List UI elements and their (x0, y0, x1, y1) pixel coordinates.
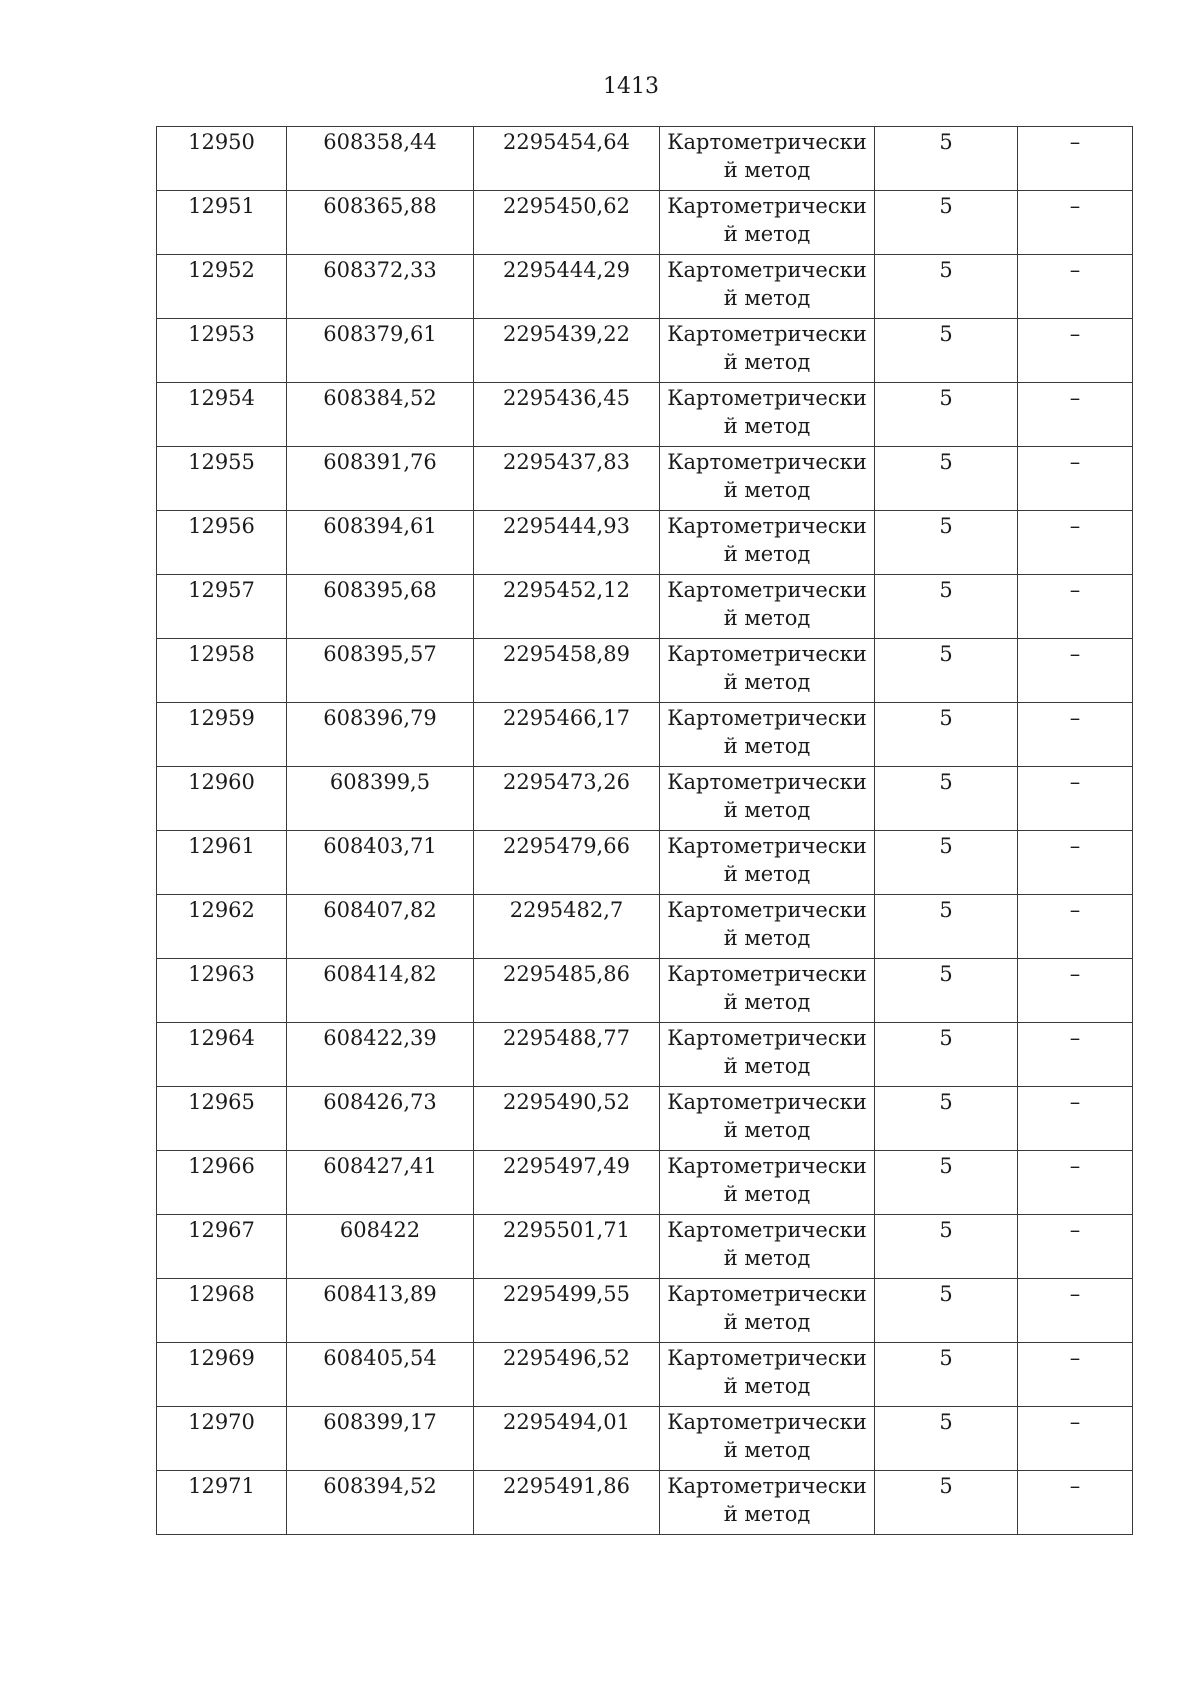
note-cell (1018, 703, 1133, 767)
x-coordinate-cell (287, 1023, 474, 1087)
y-coordinate-cell-text: 2295437,83 (503, 450, 630, 474)
point-number-cell (157, 383, 287, 447)
x-coordinate-cell (287, 1279, 474, 1343)
point-number-cell-text: 12952 (188, 258, 255, 282)
precision-cell-text: 5 (939, 386, 953, 410)
point-number-cell-text: 12961 (188, 834, 255, 858)
point-number-cell-text: 12950 (188, 130, 255, 154)
x-coordinate-cell-text: 608379,61 (323, 322, 437, 346)
note-cell-text: – (1069, 258, 1081, 282)
table-row (157, 127, 1133, 191)
method-cell-text: Картометрический метод (667, 514, 867, 566)
note-cell-text: – (1069, 1410, 1081, 1434)
x-coordinate-cell-text: 608403,71 (323, 834, 437, 858)
point-number-cell (157, 703, 287, 767)
point-number-cell (157, 127, 287, 191)
table-row (157, 1343, 1133, 1407)
precision-cell-text: 5 (939, 322, 953, 346)
precision-cell-text: 5 (939, 962, 953, 986)
y-coordinate-cell (474, 319, 660, 383)
x-coordinate-cell (287, 1215, 474, 1279)
table-row (157, 1151, 1133, 1215)
precision-cell-text: 5 (939, 898, 953, 922)
note-cell-text: – (1069, 770, 1081, 794)
coordinates-table-body (157, 127, 1133, 1535)
method-cell (660, 767, 875, 831)
y-coordinate-cell-text: 2295444,29 (503, 258, 630, 282)
y-coordinate-cell (474, 703, 660, 767)
point-number-cell-text: 12964 (188, 1026, 255, 1050)
table-row (157, 831, 1133, 895)
point-number-cell (157, 959, 287, 1023)
table-row (157, 1407, 1133, 1471)
note-cell (1018, 447, 1133, 511)
method-cell (660, 639, 875, 703)
x-coordinate-cell (287, 575, 474, 639)
precision-cell (875, 127, 1018, 191)
table-row (157, 511, 1133, 575)
x-coordinate-cell-text: 608395,57 (323, 642, 437, 666)
point-number-cell-text: 12965 (188, 1090, 255, 1114)
method-cell-text: Картометрический метод (667, 1346, 867, 1398)
precision-cell-text: 5 (939, 642, 953, 666)
table-row (157, 319, 1133, 383)
precision-cell (875, 1087, 1018, 1151)
point-number-cell (157, 1471, 287, 1535)
precision-cell (875, 1279, 1018, 1343)
x-coordinate-cell (287, 383, 474, 447)
coordinates-table (156, 126, 1133, 1535)
note-cell-text: – (1069, 1282, 1081, 1306)
note-cell-text: – (1069, 1154, 1081, 1178)
y-coordinate-cell (474, 511, 660, 575)
precision-cell (875, 1215, 1018, 1279)
x-coordinate-cell (287, 1151, 474, 1215)
note-cell-text: – (1069, 1090, 1081, 1114)
note-cell (1018, 255, 1133, 319)
point-number-cell-text: 12958 (188, 642, 255, 666)
method-cell (660, 1087, 875, 1151)
point-number-cell (157, 1151, 287, 1215)
point-number-cell (157, 1023, 287, 1087)
point-number-cell-text: 12963 (188, 962, 255, 986)
precision-cell-text: 5 (939, 514, 953, 538)
method-cell-text: Картометрический метод (667, 1154, 867, 1206)
method-cell (660, 1151, 875, 1215)
note-cell (1018, 1215, 1133, 1279)
precision-cell (875, 575, 1018, 639)
method-cell-text: Картометрический метод (667, 1026, 867, 1078)
x-coordinate-cell-text: 608358,44 (323, 130, 437, 154)
method-cell-text: Картометрический метод (667, 770, 867, 822)
note-cell-text: – (1069, 1218, 1081, 1242)
precision-cell-text: 5 (939, 1282, 953, 1306)
precision-cell (875, 255, 1018, 319)
y-coordinate-cell (474, 575, 660, 639)
note-cell (1018, 1343, 1133, 1407)
y-coordinate-cell (474, 1471, 660, 1535)
precision-cell (875, 447, 1018, 511)
point-number-cell (157, 1407, 287, 1471)
precision-cell (875, 319, 1018, 383)
point-number-cell (157, 831, 287, 895)
y-coordinate-cell (474, 383, 660, 447)
x-coordinate-cell (287, 831, 474, 895)
point-number-cell (157, 895, 287, 959)
method-cell-text: Картометрический метод (667, 1218, 867, 1270)
table-row (157, 575, 1133, 639)
point-number-cell-text: 12971 (188, 1474, 255, 1498)
x-coordinate-cell-text: 608405,54 (323, 1346, 437, 1370)
note-cell-text: – (1069, 898, 1081, 922)
method-cell-text: Картометрический метод (667, 834, 867, 886)
note-cell (1018, 639, 1133, 703)
precision-cell (875, 511, 1018, 575)
precision-cell (875, 767, 1018, 831)
y-coordinate-cell-text: 2295473,26 (503, 770, 630, 794)
method-cell (660, 1471, 875, 1535)
method-cell-text: Картометрический метод (667, 1090, 867, 1142)
precision-cell-text: 5 (939, 1410, 953, 1434)
y-coordinate-cell-text: 2295494,01 (503, 1410, 630, 1434)
x-coordinate-cell-text: 608407,82 (323, 898, 437, 922)
note-cell (1018, 959, 1133, 1023)
y-coordinate-cell-text: 2295479,66 (503, 834, 630, 858)
method-cell-text: Картометрический метод (667, 1282, 867, 1334)
y-coordinate-cell-text: 2295452,12 (503, 578, 630, 602)
note-cell-text: – (1069, 642, 1081, 666)
point-number-cell (157, 1215, 287, 1279)
precision-cell (875, 831, 1018, 895)
point-number-cell (157, 575, 287, 639)
precision-cell (875, 639, 1018, 703)
precision-cell (875, 1471, 1018, 1535)
method-cell (660, 191, 875, 255)
method-cell-text: Картометрический метод (667, 962, 867, 1014)
note-cell (1018, 1023, 1133, 1087)
method-cell-text: Картометрический метод (667, 130, 867, 182)
y-coordinate-cell (474, 191, 660, 255)
precision-cell (875, 383, 1018, 447)
x-coordinate-cell-text: 608372,33 (323, 258, 437, 282)
method-cell (660, 1215, 875, 1279)
table-row (157, 1087, 1133, 1151)
note-cell-text: – (1069, 130, 1081, 154)
y-coordinate-cell (474, 895, 660, 959)
y-coordinate-cell (474, 1023, 660, 1087)
precision-cell (875, 1151, 1018, 1215)
note-cell (1018, 1471, 1133, 1535)
x-coordinate-cell-text: 608414,82 (323, 962, 437, 986)
method-cell-text: Картометрический метод (667, 258, 867, 310)
point-number-cell-text: 12968 (188, 1282, 255, 1306)
note-cell (1018, 831, 1133, 895)
x-coordinate-cell (287, 1471, 474, 1535)
note-cell-text: – (1069, 706, 1081, 730)
y-coordinate-cell-text: 2295454,64 (503, 130, 630, 154)
y-coordinate-cell (474, 1087, 660, 1151)
method-cell-text: Картометрический метод (667, 386, 867, 438)
point-number-cell-text: 12951 (188, 194, 255, 218)
note-cell (1018, 767, 1133, 831)
x-coordinate-cell-text: 608413,89 (323, 1282, 437, 1306)
method-cell (660, 1407, 875, 1471)
x-coordinate-cell-text: 608394,61 (323, 514, 437, 538)
precision-cell-text: 5 (939, 834, 953, 858)
table-row (157, 767, 1133, 831)
note-cell (1018, 191, 1133, 255)
table-row (157, 959, 1133, 1023)
x-coordinate-cell-text: 608422,39 (323, 1026, 437, 1050)
note-cell (1018, 383, 1133, 447)
precision-cell-text: 5 (939, 1154, 953, 1178)
y-coordinate-cell (474, 1215, 660, 1279)
table-row (157, 191, 1133, 255)
method-cell-text: Картометрический метод (667, 194, 867, 246)
y-coordinate-cell-text: 2295458,89 (503, 642, 630, 666)
note-cell (1018, 511, 1133, 575)
precision-cell-text: 5 (939, 578, 953, 602)
y-coordinate-cell (474, 1407, 660, 1471)
method-cell-text: Картометрический метод (667, 1410, 867, 1462)
y-coordinate-cell-text: 2295496,52 (503, 1346, 630, 1370)
method-cell (660, 383, 875, 447)
x-coordinate-cell (287, 1343, 474, 1407)
x-coordinate-cell-text: 608365,88 (323, 194, 437, 218)
note-cell-text: – (1069, 386, 1081, 410)
y-coordinate-cell (474, 767, 660, 831)
method-cell-text: Картометрический метод (667, 898, 867, 950)
table-row (157, 383, 1133, 447)
point-number-cell (157, 511, 287, 575)
y-coordinate-cell-text: 2295501,71 (503, 1218, 630, 1242)
precision-cell (875, 895, 1018, 959)
note-cell (1018, 319, 1133, 383)
precision-cell-text: 5 (939, 770, 953, 794)
y-coordinate-cell-text: 2295488,77 (503, 1026, 630, 1050)
precision-cell (875, 959, 1018, 1023)
y-coordinate-cell-text: 2295444,93 (503, 514, 630, 538)
y-coordinate-cell (474, 639, 660, 703)
y-coordinate-cell (474, 1343, 660, 1407)
precision-cell-text: 5 (939, 194, 953, 218)
y-coordinate-cell (474, 959, 660, 1023)
method-cell (660, 831, 875, 895)
x-coordinate-cell-text: 608422 (339, 1218, 421, 1242)
note-cell-text: – (1069, 322, 1081, 346)
point-number-cell-text: 12957 (188, 578, 255, 602)
point-number-cell-text: 12970 (188, 1410, 255, 1434)
precision-cell (875, 1407, 1018, 1471)
precision-cell (875, 703, 1018, 767)
point-number-cell (157, 767, 287, 831)
method-cell (660, 511, 875, 575)
y-coordinate-cell-text: 2295497,49 (503, 1154, 630, 1178)
method-cell (660, 1279, 875, 1343)
table-row (157, 1215, 1133, 1279)
y-coordinate-cell-text: 2295499,55 (503, 1282, 630, 1306)
method-cell (660, 255, 875, 319)
precision-cell-text: 5 (939, 706, 953, 730)
precision-cell-text: 5 (939, 130, 953, 154)
method-cell-text: Картометрический метод (667, 578, 867, 630)
method-cell (660, 703, 875, 767)
note-cell (1018, 1279, 1133, 1343)
y-coordinate-cell-text: 2295491,86 (503, 1474, 630, 1498)
method-cell (660, 1343, 875, 1407)
x-coordinate-cell-text: 608391,76 (323, 450, 437, 474)
method-cell (660, 447, 875, 511)
point-number-cell (157, 639, 287, 703)
method-cell (660, 319, 875, 383)
note-cell-text: – (1069, 578, 1081, 602)
y-coordinate-cell (474, 447, 660, 511)
x-coordinate-cell (287, 703, 474, 767)
note-cell (1018, 1087, 1133, 1151)
table-row (157, 703, 1133, 767)
note-cell (1018, 575, 1133, 639)
method-cell (660, 575, 875, 639)
table-row (157, 255, 1133, 319)
precision-cell-text: 5 (939, 1218, 953, 1242)
point-number-cell (157, 191, 287, 255)
table-row (157, 639, 1133, 703)
method-cell-text: Картометрический метод (667, 706, 867, 758)
table-row (157, 1023, 1133, 1087)
precision-cell-text: 5 (939, 1474, 953, 1498)
x-coordinate-cell-text: 608427,41 (323, 1154, 437, 1178)
point-number-cell-text: 12959 (188, 706, 255, 730)
y-coordinate-cell-text: 2295466,17 (503, 706, 630, 730)
point-number-cell-text: 12969 (188, 1346, 255, 1370)
note-cell (1018, 1151, 1133, 1215)
point-number-cell-text: 12962 (188, 898, 255, 922)
method-cell-text: Картометрический метод (667, 322, 867, 374)
note-cell-text: – (1069, 1026, 1081, 1050)
y-coordinate-cell (474, 127, 660, 191)
x-coordinate-cell (287, 959, 474, 1023)
note-cell (1018, 127, 1133, 191)
note-cell-text: – (1069, 450, 1081, 474)
point-number-cell-text: 12960 (188, 770, 255, 794)
point-number-cell (157, 1279, 287, 1343)
x-coordinate-cell-text: 608399,5 (329, 770, 431, 794)
point-number-cell (157, 255, 287, 319)
y-coordinate-cell (474, 255, 660, 319)
x-coordinate-cell (287, 1407, 474, 1471)
method-cell-text: Картометрический метод (667, 450, 867, 502)
x-coordinate-cell-text: 608399,17 (323, 1410, 437, 1434)
table-row (157, 447, 1133, 511)
point-number-cell-text: 12953 (188, 322, 255, 346)
precision-cell (875, 1343, 1018, 1407)
page-number: 1413 (603, 74, 659, 99)
x-coordinate-cell (287, 127, 474, 191)
y-coordinate-cell-text: 2295482,7 (509, 898, 624, 922)
x-coordinate-cell-text: 608394,52 (323, 1474, 437, 1498)
x-coordinate-cell-text: 608384,52 (323, 386, 437, 410)
y-coordinate-cell (474, 1279, 660, 1343)
table-row (157, 1471, 1133, 1535)
method-cell (660, 1023, 875, 1087)
point-number-cell (157, 1087, 287, 1151)
note-cell (1018, 1407, 1133, 1471)
note-cell-text: – (1069, 194, 1081, 218)
point-number-cell-text: 12956 (188, 514, 255, 538)
point-number-cell-text: 12954 (188, 386, 255, 410)
note-cell (1018, 895, 1133, 959)
point-number-cell (157, 1343, 287, 1407)
table-row (157, 1279, 1133, 1343)
method-cell (660, 895, 875, 959)
x-coordinate-cell (287, 767, 474, 831)
point-number-cell (157, 319, 287, 383)
note-cell-text: – (1069, 834, 1081, 858)
x-coordinate-cell (287, 255, 474, 319)
x-coordinate-cell-text: 608426,73 (323, 1090, 437, 1114)
precision-cell (875, 1023, 1018, 1087)
method-cell (660, 959, 875, 1023)
x-coordinate-cell-text: 608396,79 (323, 706, 437, 730)
x-coordinate-cell (287, 447, 474, 511)
point-number-cell-text: 12967 (188, 1218, 255, 1242)
table-row (157, 895, 1133, 959)
precision-cell-text: 5 (939, 1346, 953, 1370)
method-cell-text: Картометрический метод (667, 642, 867, 694)
point-number-cell-text: 12955 (188, 450, 255, 474)
note-cell-text: – (1069, 1346, 1081, 1370)
x-coordinate-cell (287, 1087, 474, 1151)
precision-cell-text: 5 (939, 450, 953, 474)
x-coordinate-cell (287, 639, 474, 703)
note-cell-text: – (1069, 1474, 1081, 1498)
y-coordinate-cell-text: 2295490,52 (503, 1090, 630, 1114)
y-coordinate-cell-text: 2295436,45 (503, 386, 630, 410)
x-coordinate-cell (287, 191, 474, 255)
y-coordinate-cell-text: 2295439,22 (503, 322, 630, 346)
y-coordinate-cell (474, 831, 660, 895)
note-cell-text: – (1069, 962, 1081, 986)
y-coordinate-cell (474, 1151, 660, 1215)
x-coordinate-cell-text: 608395,68 (323, 578, 437, 602)
method-cell-text: Картометрический метод (667, 1474, 867, 1526)
precision-cell-text: 5 (939, 258, 953, 282)
x-coordinate-cell (287, 319, 474, 383)
y-coordinate-cell-text: 2295450,62 (503, 194, 630, 218)
note-cell-text: – (1069, 514, 1081, 538)
x-coordinate-cell (287, 895, 474, 959)
precision-cell (875, 191, 1018, 255)
method-cell (660, 127, 875, 191)
y-coordinate-cell-text: 2295485,86 (503, 962, 630, 986)
point-number-cell-text: 12966 (188, 1154, 255, 1178)
precision-cell-text: 5 (939, 1090, 953, 1114)
point-number-cell (157, 447, 287, 511)
precision-cell-text: 5 (939, 1026, 953, 1050)
x-coordinate-cell (287, 511, 474, 575)
